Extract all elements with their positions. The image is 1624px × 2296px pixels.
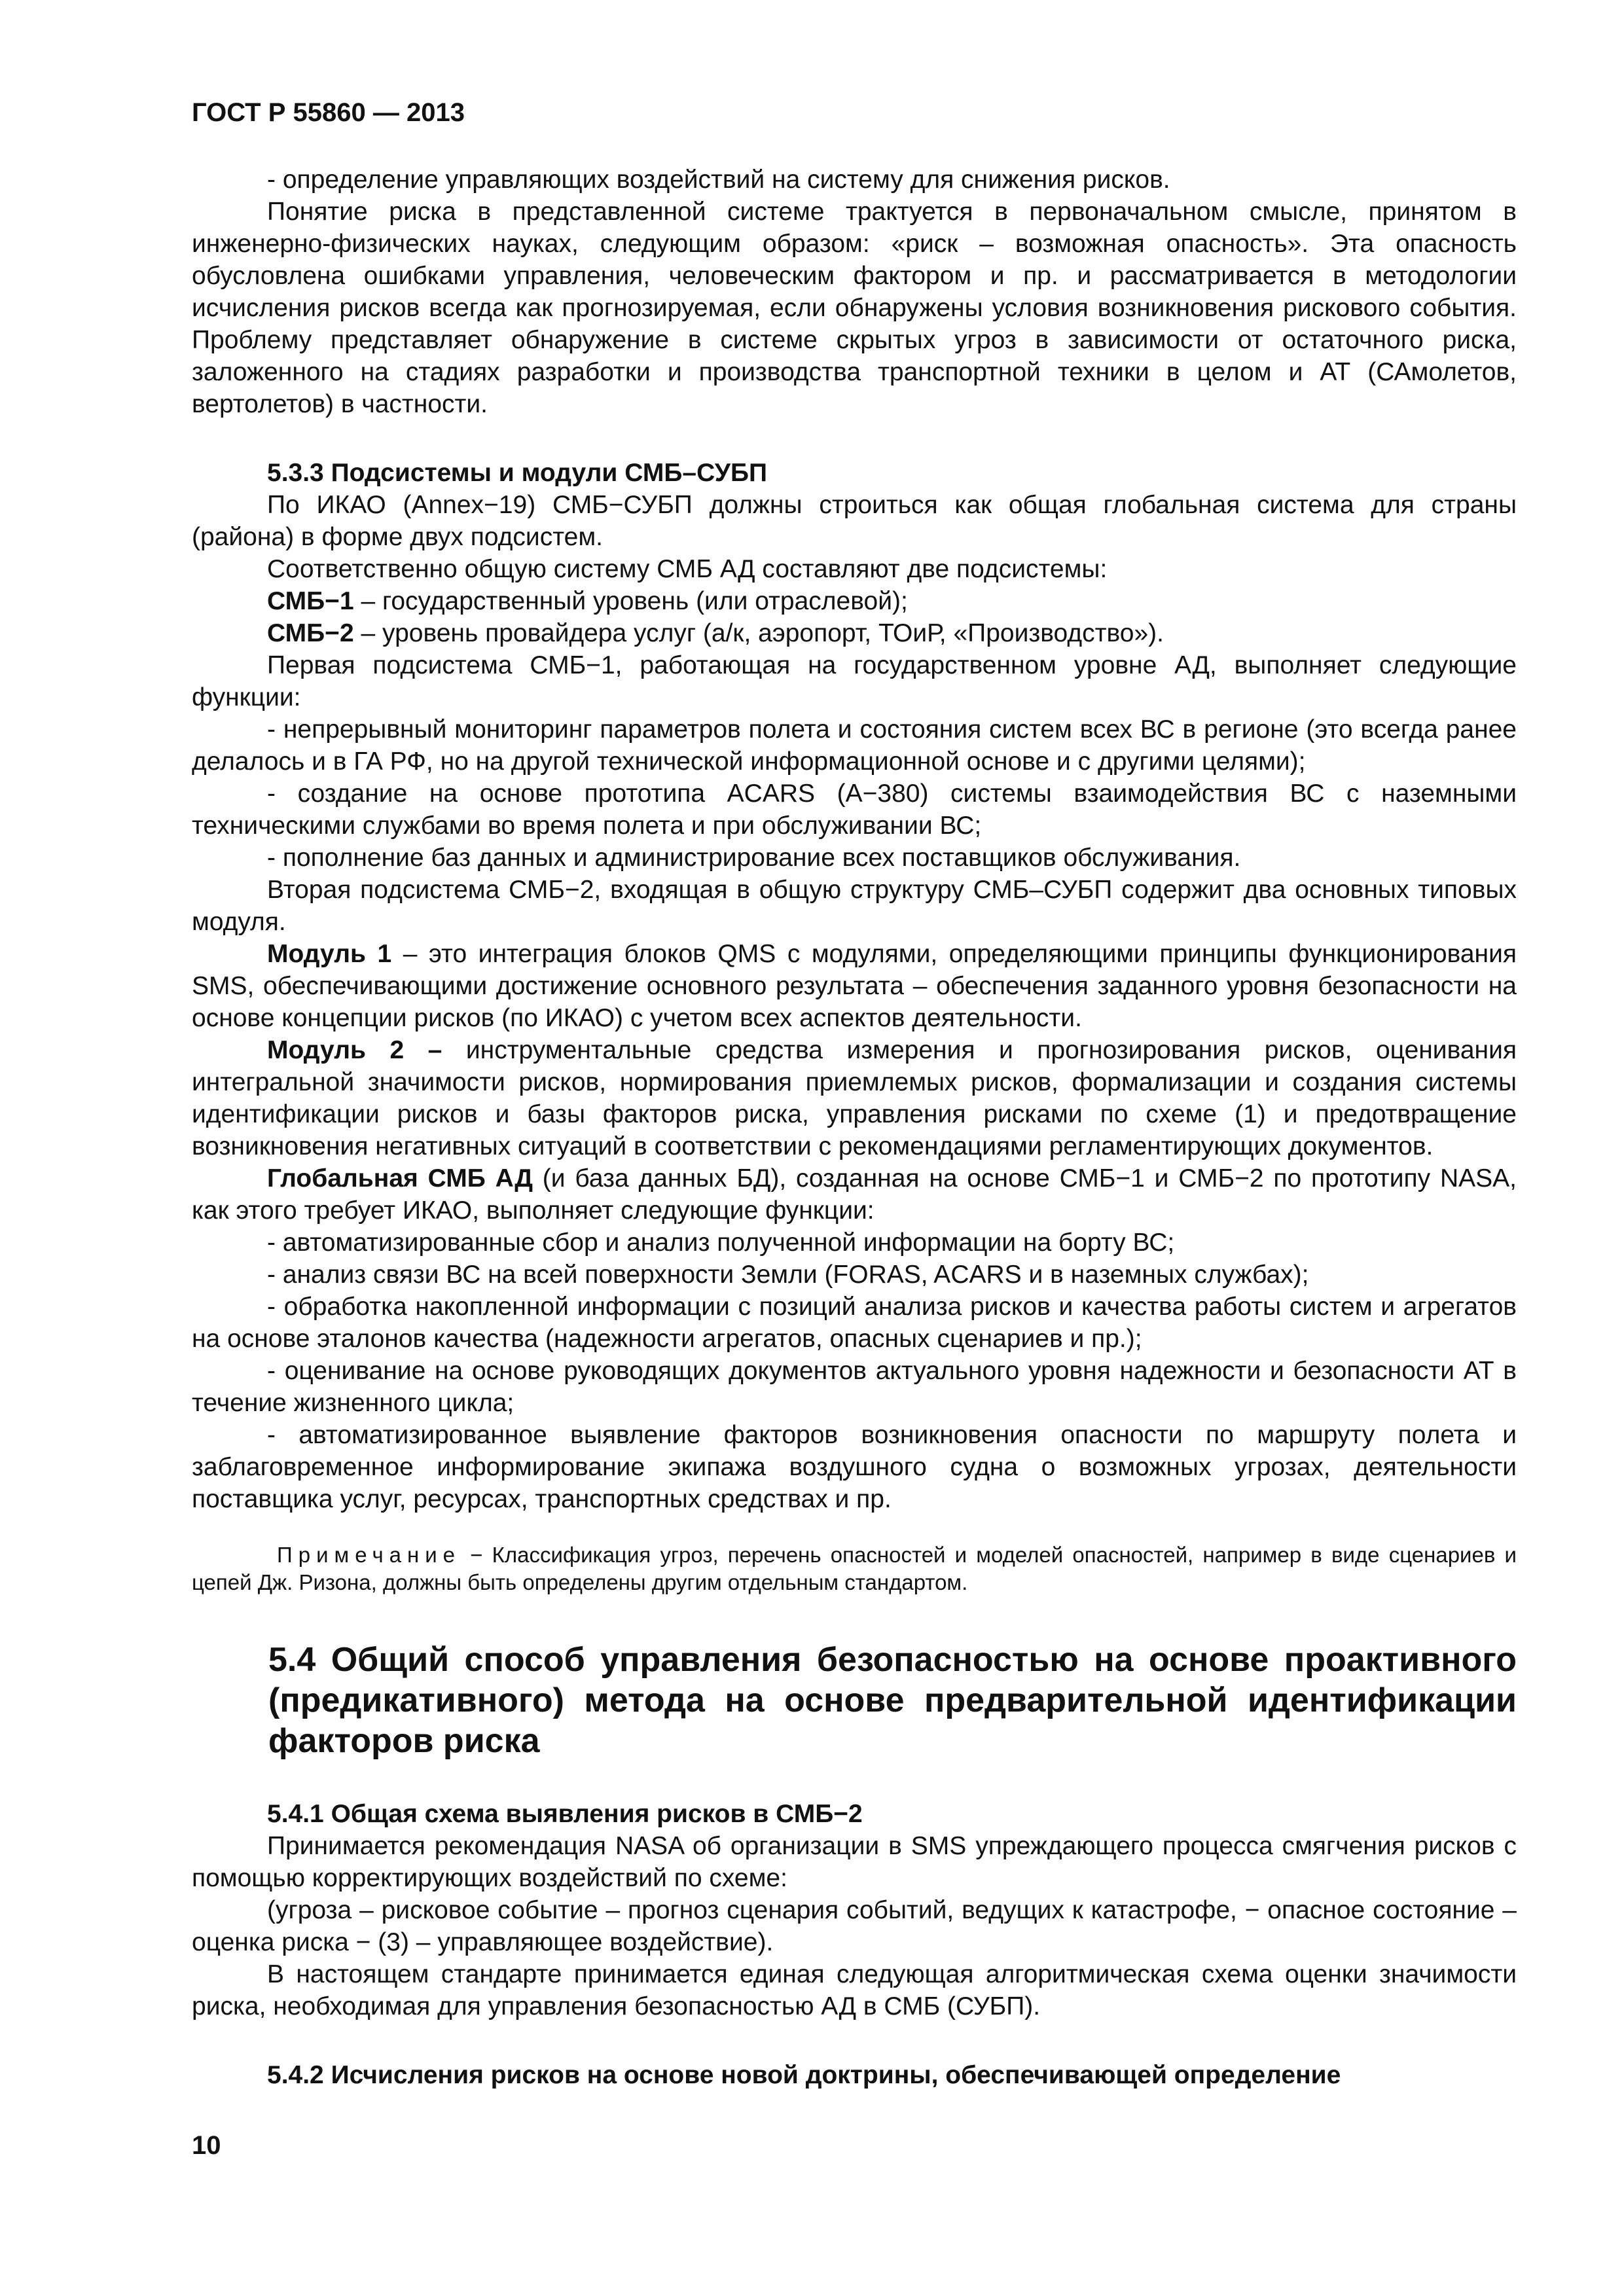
paragraph-module-2 [192,1034,1517,1162]
list-item: - непрерывный мониторинг параметров полета и состояния систем всех ВС в регионе (это всегда ранее делалось и в ГА РФ, но на другой технической информационной основе и с другими целями); [192,715,1517,776]
section-5-4-2-heading: 5.4.2 Исчисления рисков на основе новой доктрины, обеспечивающей определение [267,2061,1341,2089]
paragraph-module-1 [192,938,1517,1034]
list-item: - оценивание на основе руководящих документов актуального уровня надежности и безопасности АТ в течение жизненного цикла; [192,1357,1517,1417]
term-text: (и база данных БД), созданная на основе СМБ−1 и СМБ−2 по прототипу NASA, как этого требует ИКАО, выполняет следующие функции: [192,1164,1517,1225]
paragraph-global-smb [192,1162,1517,1227]
section-5-3-3-heading: 5.3.3 Подсистемы и модули СМБ–СУБП [267,459,768,487]
term-smb1: СМБ−1 [267,587,354,615]
paragraph-smb1 [192,585,1517,617]
paragraph: Принимается рекомендация NASA об организации в SMS упреждающего процесса смягчения рисков с помощью корректирующих воздействий по схеме: [192,1832,1517,1892]
paragraph: В настоящем стандарте принимается единая следующая алгоритмическая схема оценки значимости риска, необходимая для управления безопасностью АД в СМБ (СУБП). [192,1960,1517,2020]
paragraph: По ИКАО (Annex−19) СМБ−СУБП должны строиться как общая глобальная система для страны (района) в форме двух подсистем. [192,491,1517,551]
note [192,1541,1517,1596]
paragraph: Соответственно общую систему СМБ АД составляют две подсистемы: [267,555,1108,583]
note-label: Примечание [277,1543,461,1567]
document-header: ГОСТ Р 55860 — 2013 [192,98,465,127]
term-text: – уровень провайдера услуг (а/к, аэропорт, ТОиР, «Производство»). [353,619,1164,647]
list-item: - автоматизированные сбор и анализ полученной информации на борту ВС; [267,1229,1175,1257]
term-text: инструментальные средства измерения и прогнозирования рисков, оценивания интегральной значимости рисков, нормирования приемлемых рисков, формализации и создания системы идентификации рисков и базы факторов риска, управления рисками по схеме (1) и предотвращение возникновения негативных ситуаций в соответствии с рекомендациями регламентирующих документов. [192,1036,1517,1160]
list-item: - пополнение баз данных и администрирование всех поставщиков обслуживания. [267,844,1241,872]
term-module-2: Модуль 2 – [267,1036,442,1064]
list-item: - создание на основе прототипа ACARS (А−380) системы взаимодействия ВС с наземными техническими службами во время полета и при обслуживании ВС; [192,780,1517,840]
list-item: - обработка накопленной информации с позиций анализа рисков и качества работы систем и агрегатов на основе эталонов качества (надежности агрегатов, опасных сценариев и пр.); [192,1293,1517,1353]
page-body [192,164,1517,2091]
note-text: − Классификация угроз, перечень опасностей и моделей опасностей, например в виде сценариев и цепей Дж. Ризона, должны быть определены другим отдельным стандартом. [192,1543,1517,1594]
paragraph: Вторая подсистема СМБ−2, входящая в общую структуру СМБ–СУБП содержит два основных типовых модуля. [192,876,1517,936]
paragraph-smb2 [192,617,1517,649]
section-5-4-1-heading: 5.4.1 Общая схема выявления рисков в СМБ−2 [267,1800,863,1828]
page-number: 10 [192,2131,221,2160]
list-item: - автоматизированное выявление факторов возникновения опасности по маршруту полета и заблаговременное информирование экипажа воздушного судна о возможных угрозах, деятельности поставщика услуг, ресурсах, транспортных средствах и пр. [192,1421,1517,1513]
term-global-smb: Глобальная СМБ АД [267,1164,533,1193]
list-item: - анализ связи ВС на всей поверхности Земли (FORAS, ACARS и в наземных службах); [267,1261,1309,1289]
term-text: – это интеграция блоков QMS с модулями, определяющими принципы функционирования SMS, обеспечивающими достижение основного результата – обеспечения заданного уровня безопасности на основе концепции рисков (по ИКАО) с учетом всех аспектов деятельности. [192,940,1517,1032]
section-5-4-heading: 5.4 Общий способ управления безопасностью на основе проактивного (предикативного) метода на основе предварительной идентификации факторов риска [268,1641,1517,1760]
paragraph: Понятие риска в представленной системе трактуется в первоначальном смысле, принятом в инженерно-физических науках, следующим образом: «риск – возможная опасность». Эта опасность обусловлена ошибками управления, человеческим фактором и пр. и рассматривается в методологии исчисления рисков всегда как прогнозируемая, если обнаружены условия возникновения рискового события. Проблему представляет обнаружение в системе скрытых угроз в зависимости от остаточного риска, заложенного на стадиях разработки и производства транспортной техники в целом и АТ (САмолетов, вертолетов) в частности. [192,198,1517,418]
paragraph: - определение управляющих воздействий на систему для снижения рисков. [267,166,1170,194]
term-text: – государственный уровень (или отраслевой); [353,587,908,615]
paragraph: Первая подсистема СМБ−1, работающая на государственном уровне АД, выполняет следующие функции: [192,651,1517,711]
term-smb2: СМБ−2 [267,619,354,647]
paragraph: (угроза – рисковое событие – прогноз сценария событий, ведущих к катастрофе, − опасное состояние – оценка риска − (3) – управляющее воздействие). [192,1896,1517,1956]
term-module-1: Модуль 1 [267,940,392,968]
